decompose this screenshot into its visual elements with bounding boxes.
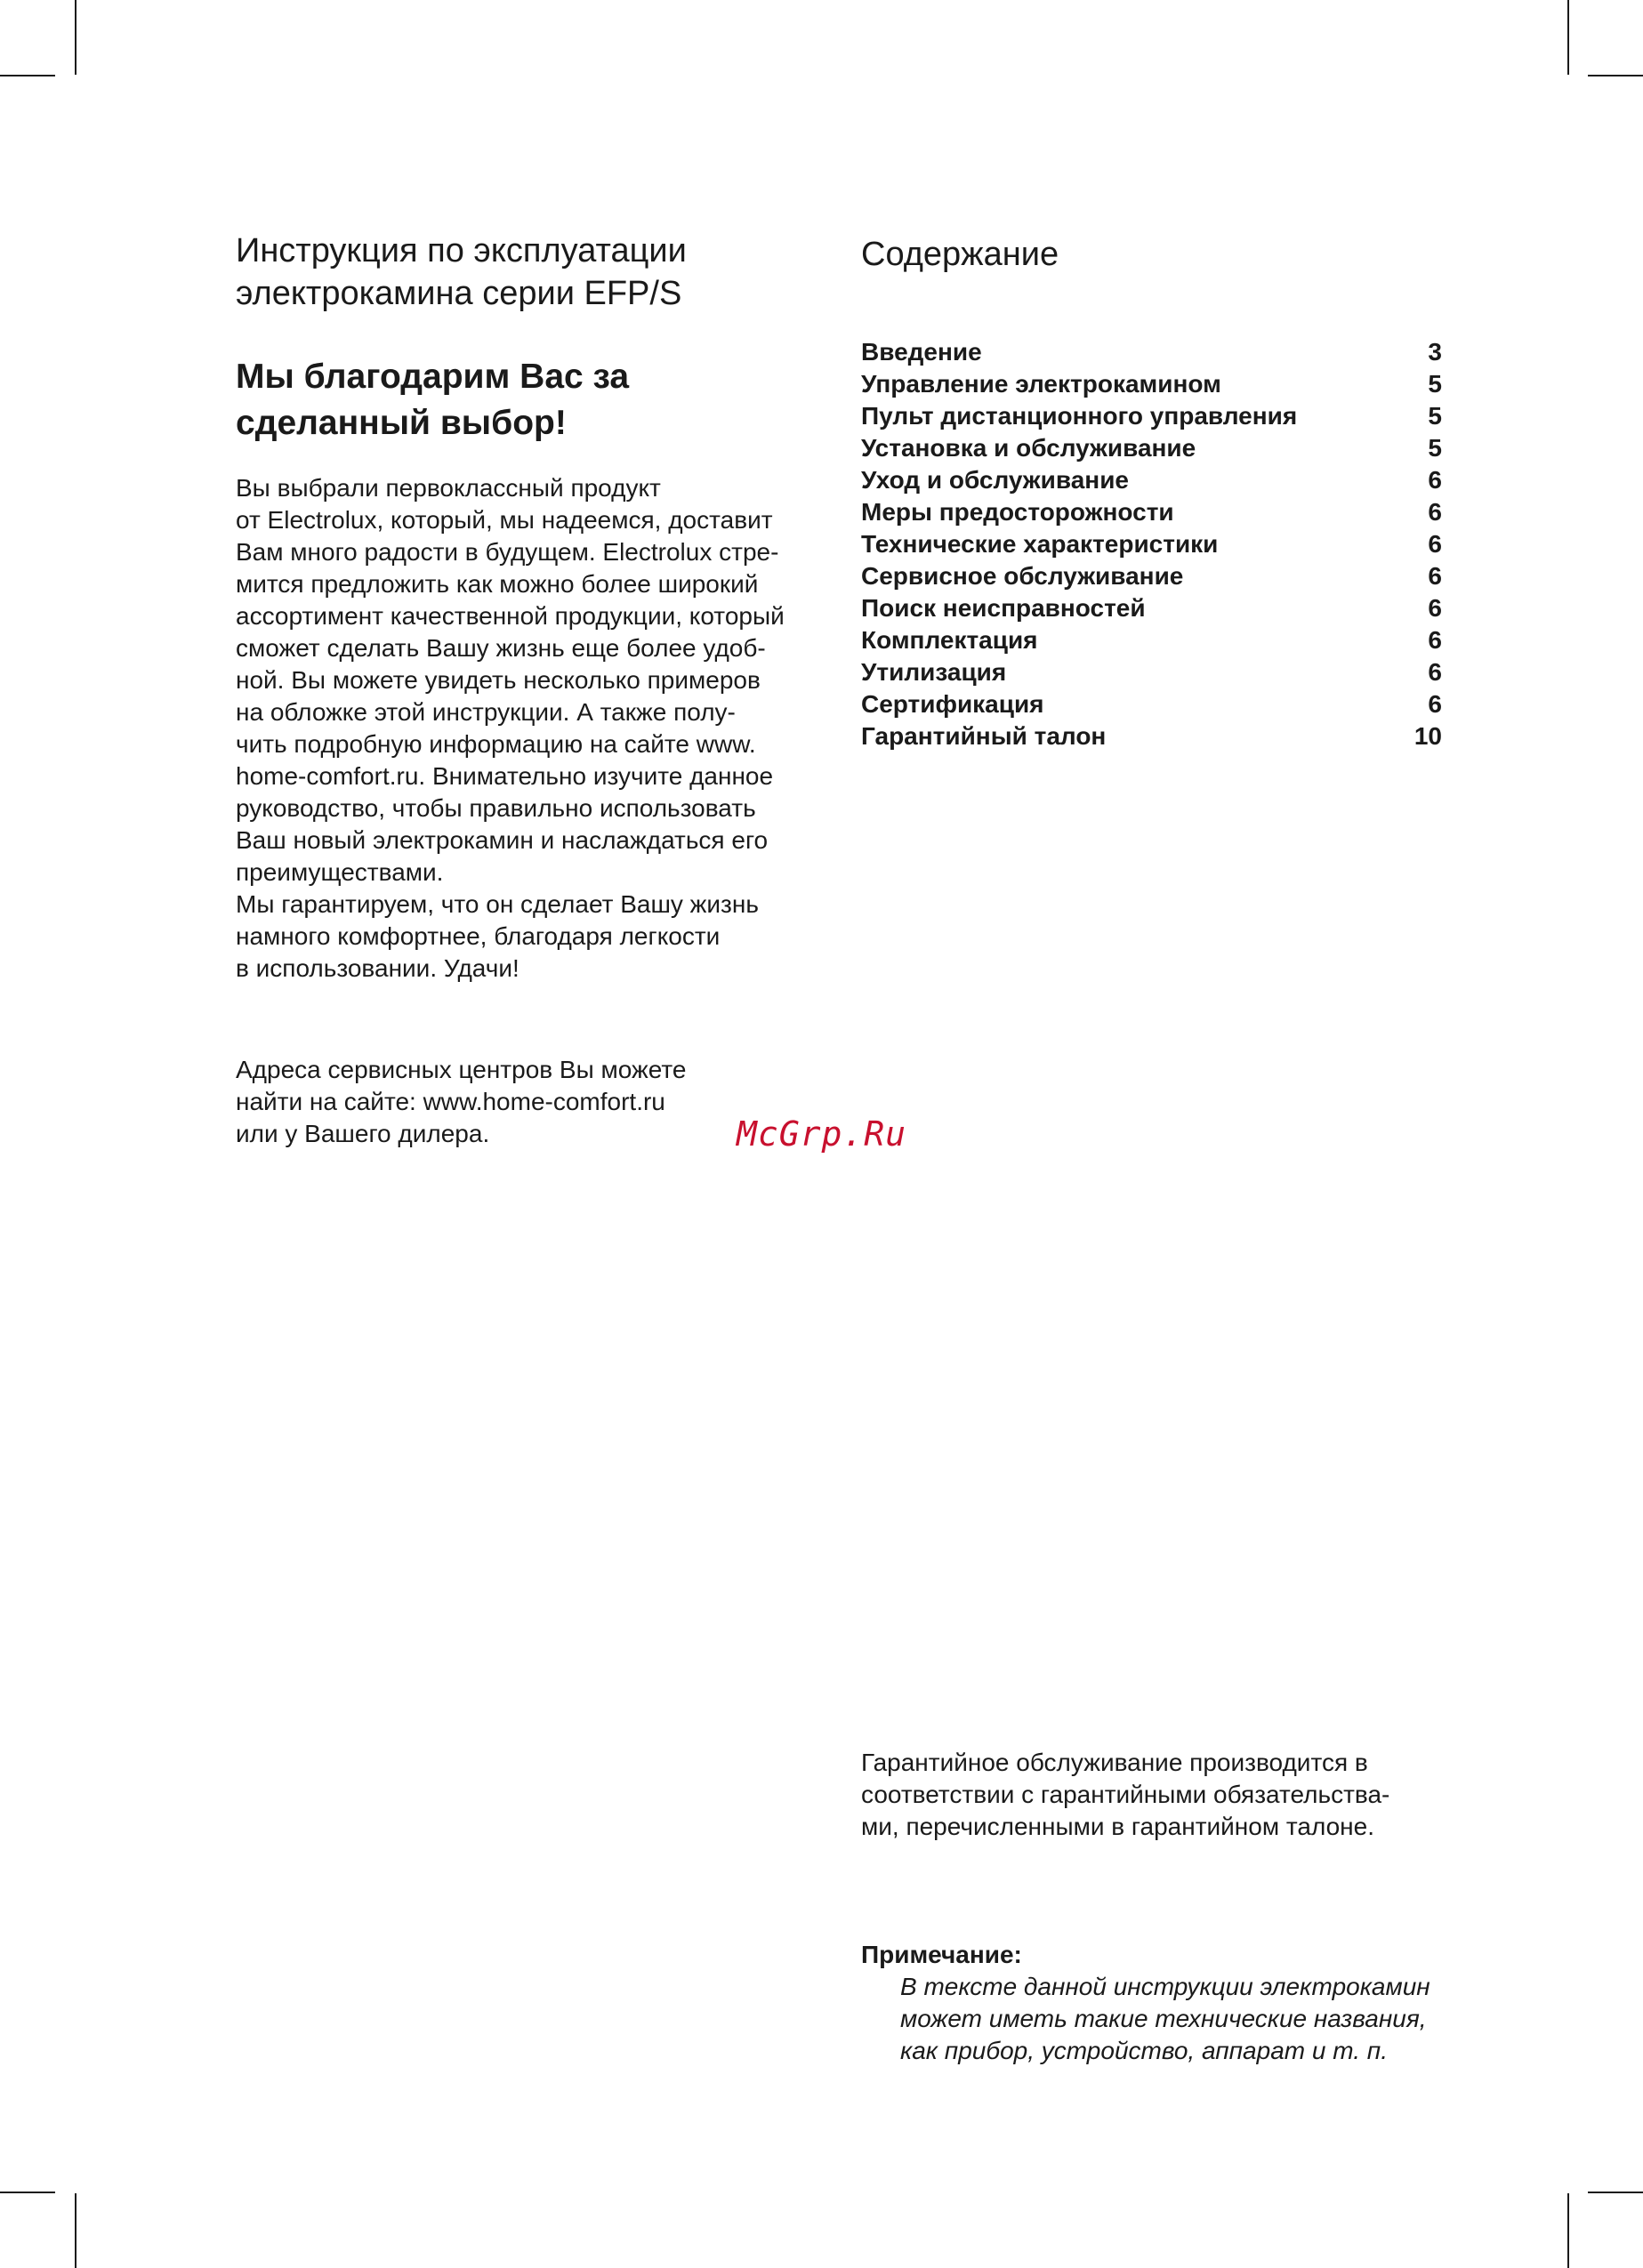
toc-item[interactable]	[861, 432, 1442, 464]
service-line: Адреса сервисных центров Вы можете	[236, 1056, 687, 1083]
intro-paragraph	[236, 472, 850, 985]
warranty-line: Гарантийное обслуживание производится в	[861, 1749, 1368, 1776]
crop-mark-bottom-left-vertical	[75, 2193, 77, 2268]
intro-line: чить подробную информацию на сайте www.	[236, 730, 756, 758]
crop-mark-bottom-right-vertical	[1567, 2193, 1569, 2268]
intro-line: сможет сделать Вашу жизнь еще более удоб-	[236, 634, 766, 662]
note-line: как прибор, устройство, аппарат и т. п.	[900, 2037, 1388, 2064]
intro-line: намного комфортнее, благодаря легкости	[236, 922, 721, 950]
note-text	[900, 1971, 1452, 2067]
intro-line: мится предложить как можно более широкий	[236, 570, 759, 598]
document-title	[236, 229, 805, 315]
toc-item[interactable]	[861, 528, 1442, 560]
toc-item-page: 6	[1428, 498, 1442, 526]
toc-item[interactable]	[861, 592, 1442, 624]
document-title-line: Инструкция по эксплуатации	[236, 232, 687, 269]
intro-line: Ваш новый электрокамин и наслаждаться его	[236, 826, 769, 854]
toc-item-label: Сертификация	[861, 690, 1044, 718]
toc-item-page: 5	[1428, 370, 1442, 398]
thanks-heading-line: сделанный выбор!	[236, 404, 567, 442]
toc-item-label: Установка и обслуживание	[861, 434, 1196, 462]
intro-line: Вам много радости в будущем. Electrolux стре-	[236, 538, 779, 566]
toc-item[interactable]	[861, 688, 1442, 720]
toc-item-label: Введение	[861, 338, 982, 366]
toc-item[interactable]	[861, 720, 1442, 752]
toc-item-page: 6	[1428, 594, 1442, 622]
toc-item-page: 6	[1428, 466, 1442, 494]
toc-item[interactable]	[861, 656, 1442, 688]
intro-line: от Electrolux, который, мы надеемся, доставит	[236, 506, 773, 534]
toc-item-page: 6	[1428, 530, 1442, 558]
toc-item-page: 6	[1428, 562, 1442, 590]
toc-item-label: Уход и обслуживание	[861, 466, 1129, 494]
warranty-line: ми, перечисленными в гарантийном талоне.	[861, 1813, 1374, 1840]
service-line: найти на сайте: www.home-comfort.ru	[236, 1088, 665, 1115]
toc-item-page: 10	[1413, 722, 1442, 750]
toc-item[interactable]	[861, 560, 1442, 592]
note-line: В тексте данной инструкции электрокамин	[900, 1973, 1430, 2000]
note-label: Примечание:	[861, 1941, 1022, 1968]
toc-item[interactable]	[861, 624, 1442, 656]
toc-item-label: Утилизация	[861, 658, 1007, 686]
table-of-contents	[861, 336, 1442, 752]
toc-item-label: Меры предосторожности	[861, 498, 1174, 526]
thanks-heading	[236, 354, 805, 446]
toc-item-page: 3	[1428, 338, 1442, 366]
intro-line: ной. Вы можете увидеть несколько примеров	[236, 666, 761, 694]
document-title-line: электрокамина серии EFP/S	[236, 275, 682, 312]
watermark-logo: McGrp.Ru	[737, 1114, 907, 1154]
crop-mark-bottom-right-horizontal	[1588, 2192, 1643, 2193]
intro-line: в использовании. Удачи!	[236, 954, 519, 982]
toc-item-page: 6	[1428, 626, 1442, 654]
toc-item-label: Комплектация	[861, 626, 1038, 654]
toc-item-page: 6	[1428, 658, 1442, 686]
toc-item-page: 5	[1428, 434, 1442, 462]
intro-line: Вы выбрали первоклассный продукт	[236, 474, 661, 502]
crop-mark-top-left-vertical	[75, 0, 77, 75]
crop-mark-bottom-left-horizontal	[0, 2192, 55, 2193]
toc-item-label: Поиск неисправностей	[861, 594, 1146, 622]
intro-line: home-comfort.ru. Внимательно изучите данное	[236, 762, 774, 790]
toc-item-label: Гарантийный талон	[861, 722, 1107, 750]
intro-line: на обложке этой инструкции. А также полу-	[236, 698, 736, 726]
toc-item-label: Пульт дистанционного управления	[861, 402, 1298, 430]
toc-item[interactable]	[861, 496, 1442, 528]
toc-item-label: Сервисное обслуживание	[861, 562, 1184, 590]
intro-line: руководство, чтобы правильно использовать	[236, 794, 756, 822]
toc-item-page: 6	[1428, 690, 1442, 718]
crop-mark-top-left-horizontal	[0, 75, 55, 76]
toc-item[interactable]	[861, 400, 1442, 432]
crop-mark-top-right-horizontal	[1588, 75, 1643, 76]
toc-title: Содержание	[861, 236, 1059, 273]
toc-item[interactable]	[861, 336, 1442, 368]
thanks-heading-line: Мы благодарим Вас за	[236, 358, 630, 396]
service-line: или у Вашего дилера.	[236, 1120, 490, 1147]
toc-item[interactable]	[861, 368, 1442, 400]
intro-line: преимуществами.	[236, 858, 444, 886]
toc-item-label: Технические характеристики	[861, 530, 1219, 558]
intro-line: ассортимент качественной продукции, который	[236, 602, 785, 630]
toc-item-page: 5	[1428, 402, 1442, 430]
intro-line: Мы гарантируем, что он сделает Вашу жизнь	[236, 890, 759, 918]
toc-item-label: Управление электрокамином	[861, 370, 1221, 398]
toc-item[interactable]	[861, 464, 1442, 496]
crop-mark-top-right-vertical	[1567, 0, 1569, 75]
warranty-paragraph	[861, 1747, 1448, 1843]
note-line: может иметь такие технические названия,	[900, 2005, 1427, 2032]
warranty-line: соответствии с гарантийными обязательства-	[861, 1781, 1390, 1808]
